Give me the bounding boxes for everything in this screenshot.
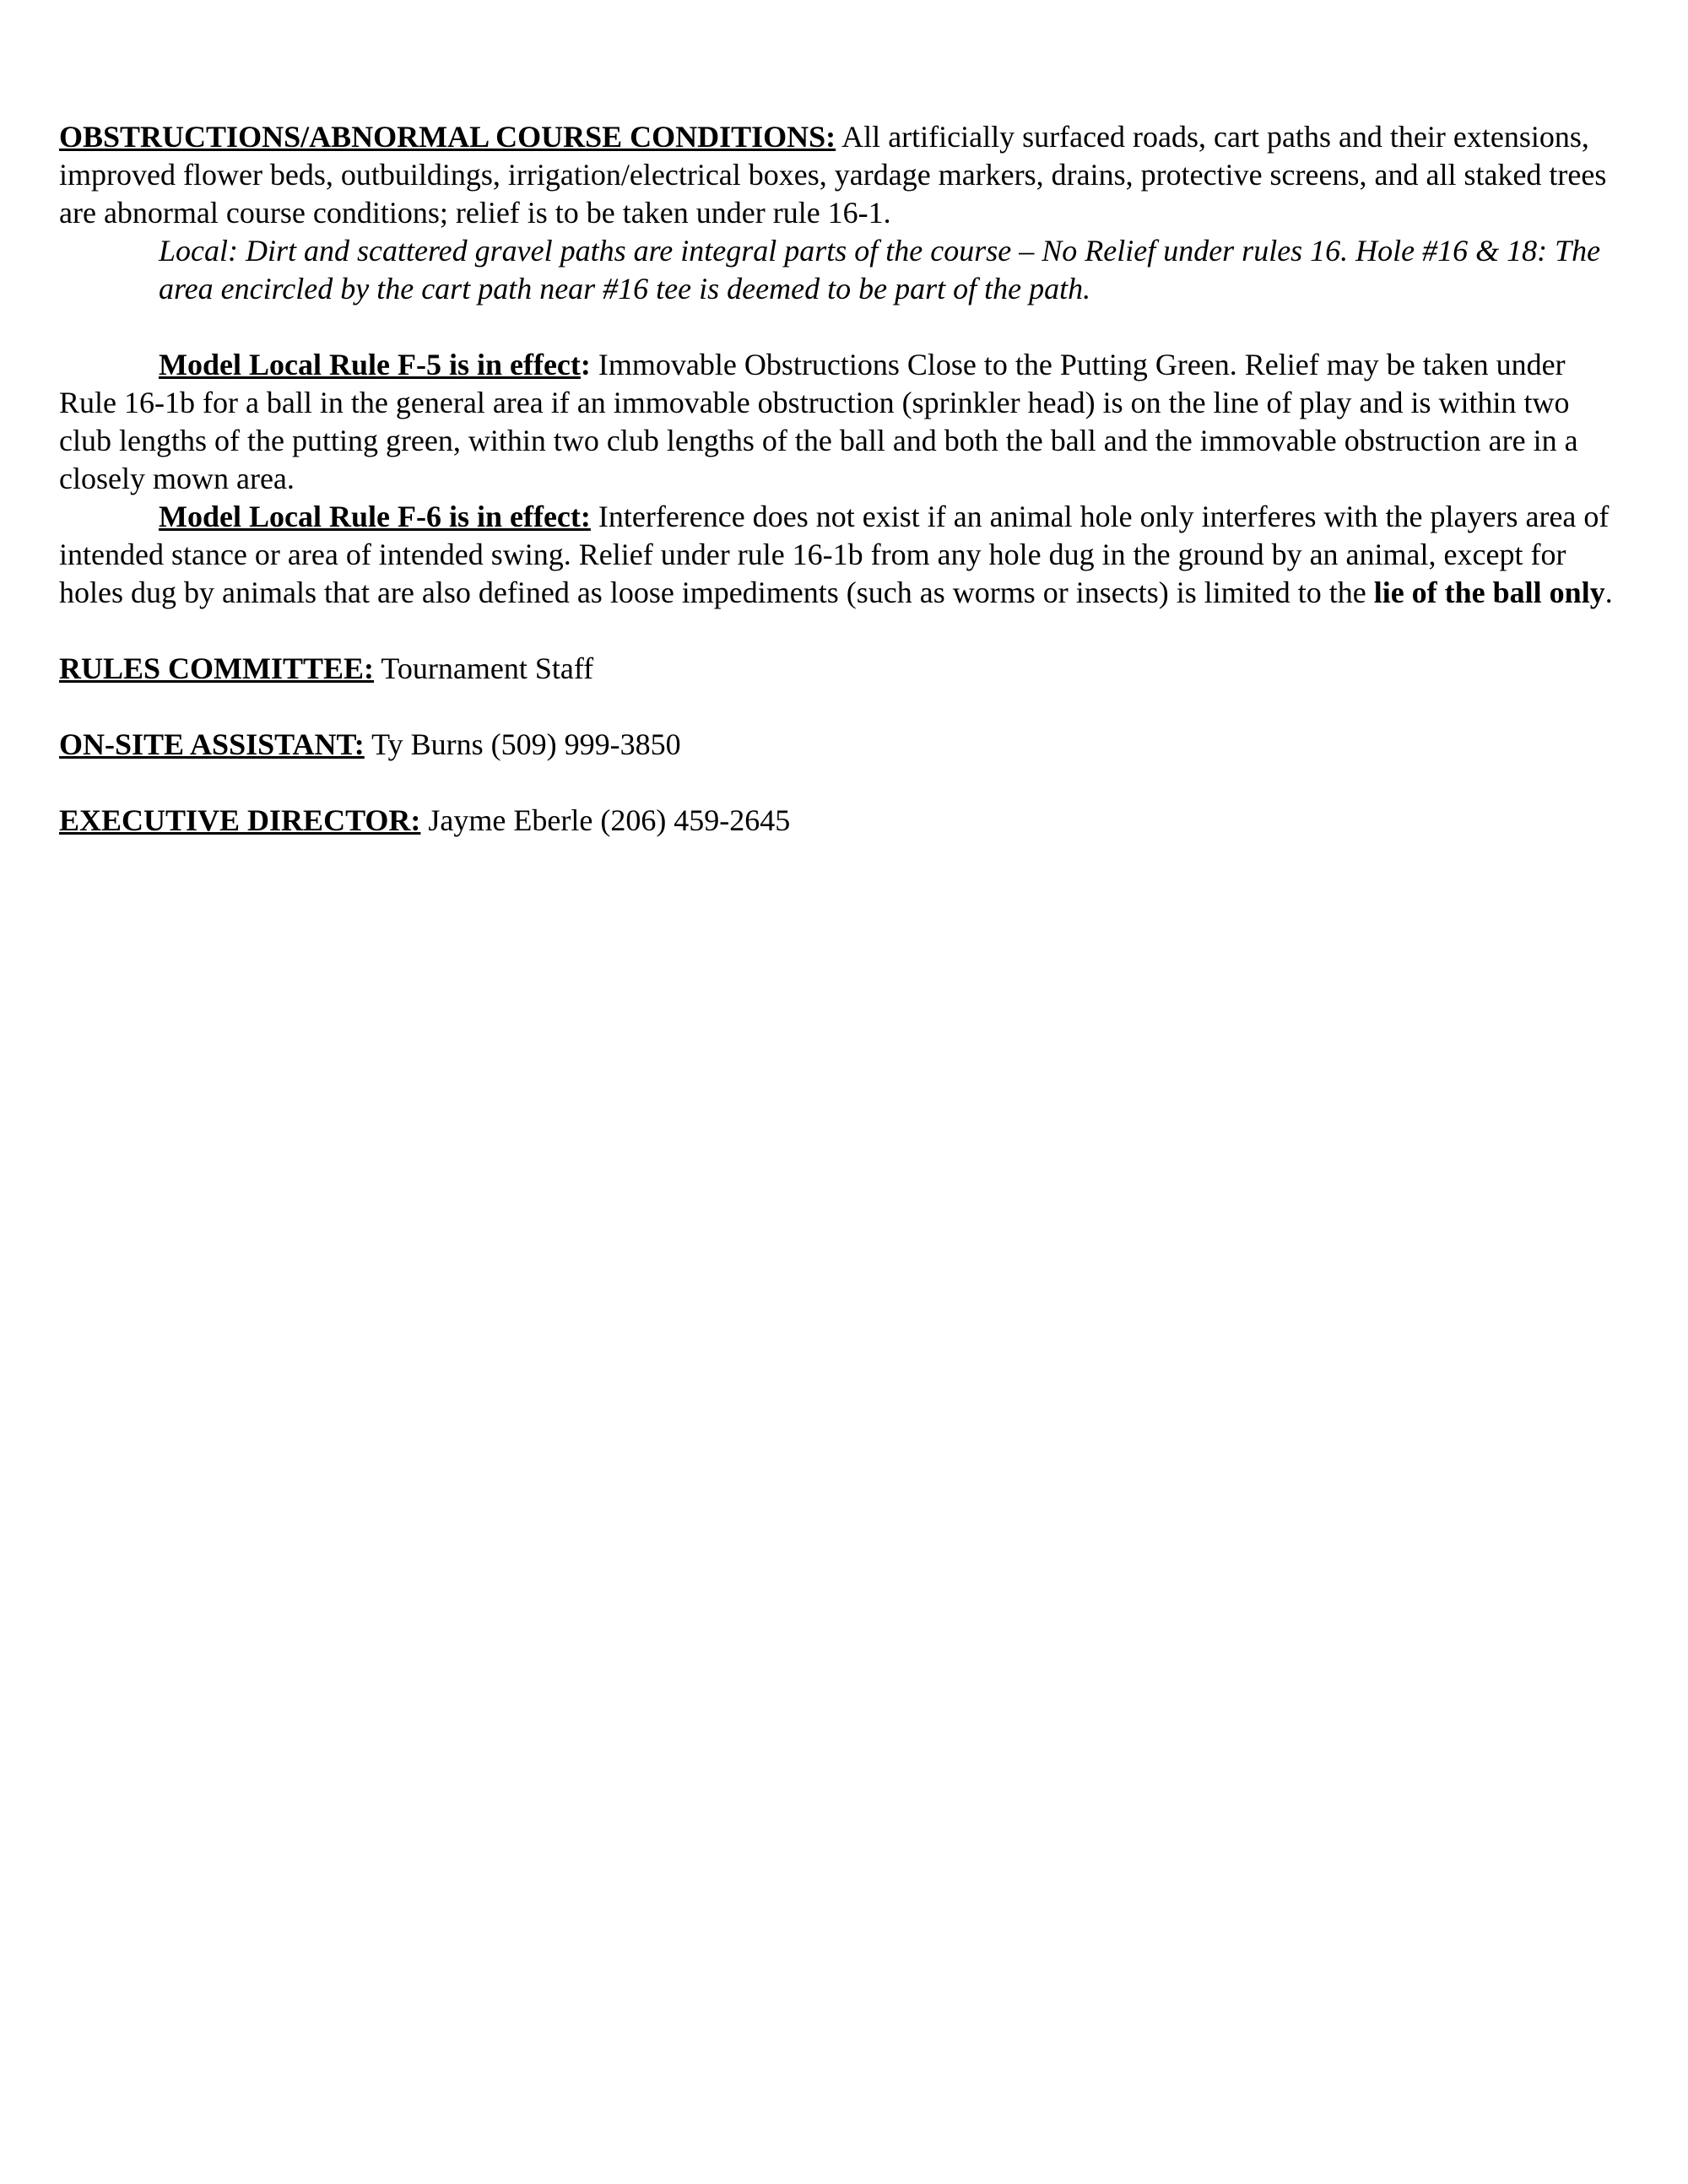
rule-f5-paragraph	[59, 346, 1625, 498]
document-page	[59, 118, 1625, 840]
rule-f5-heading: Model Local Rule F-5 is in effect	[159, 348, 581, 381]
obstructions-paragraph	[59, 118, 1625, 232]
rules-committee-heading: RULES COMMITTEE:	[59, 651, 375, 685]
obstructions-heading: OBSTRUCTIONS/ABNORMAL COURSE CONDITIONS:	[59, 120, 836, 154]
on-site-assistant-heading: ON-SITE ASSISTANT:	[59, 727, 365, 761]
rule-f5-text: Immovable Obstructions Close to the Putting Green. Relief may be taken under Rule 16-1b for a ball in the general area if an immovable obstruction (sprinkler head) is on the line of play and is within two club lengths of the putting green, within two club lengths of the ball and both the ball and the immovable obstruction are in a closely mown area.	[59, 348, 1578, 495]
rule-f6-paragraph	[59, 498, 1625, 612]
rules-committee-value: Tournament Staff	[374, 651, 594, 685]
local-note: Local: Dirt and scattered gravel paths are integral parts of the course – No Relief under rules 16. Hole #16 & 18: The area encircled by the cart path near #16 tee is deemed to be part of the path.	[159, 234, 1601, 305]
executive-director-value: Jayme Eberle (206) 459-2645	[420, 803, 791, 837]
rule-f6-text: Interference does not exist if an animal hole only interferes with the players area of intended stance or area of intended swing. Relief under rule 16-1b from any hole dug in the ground by an animal, except for holes dug by animals that are also defined as loose impediments (such as worms or insects) is limited to the	[59, 500, 1610, 609]
on-site-assistant-value: Ty Burns (509) 999-3850	[364, 727, 681, 761]
executive-director-heading: EXECUTIVE DIRECTOR:	[59, 803, 421, 837]
rules-committee-line	[59, 650, 1625, 688]
rule-f6-end: .	[1604, 576, 1613, 609]
executive-director-line	[59, 802, 1625, 840]
rule-f6-emphasis: lie of the ball only	[1373, 576, 1605, 609]
rule-f5-colon: :	[580, 348, 591, 381]
on-site-assistant-line	[59, 726, 1625, 764]
obstructions-text: All artificially surfaced roads, cart paths and their extensions, improved flower beds, outbuildings, irrigation/electrical boxes, yardage markers, drains, protective screens, and all staked trees are abnormal course conditions; relief is to be taken under rule 16-1.	[59, 120, 1607, 230]
rule-f6-heading: Model Local Rule F-6 is in effect:	[159, 500, 591, 533]
